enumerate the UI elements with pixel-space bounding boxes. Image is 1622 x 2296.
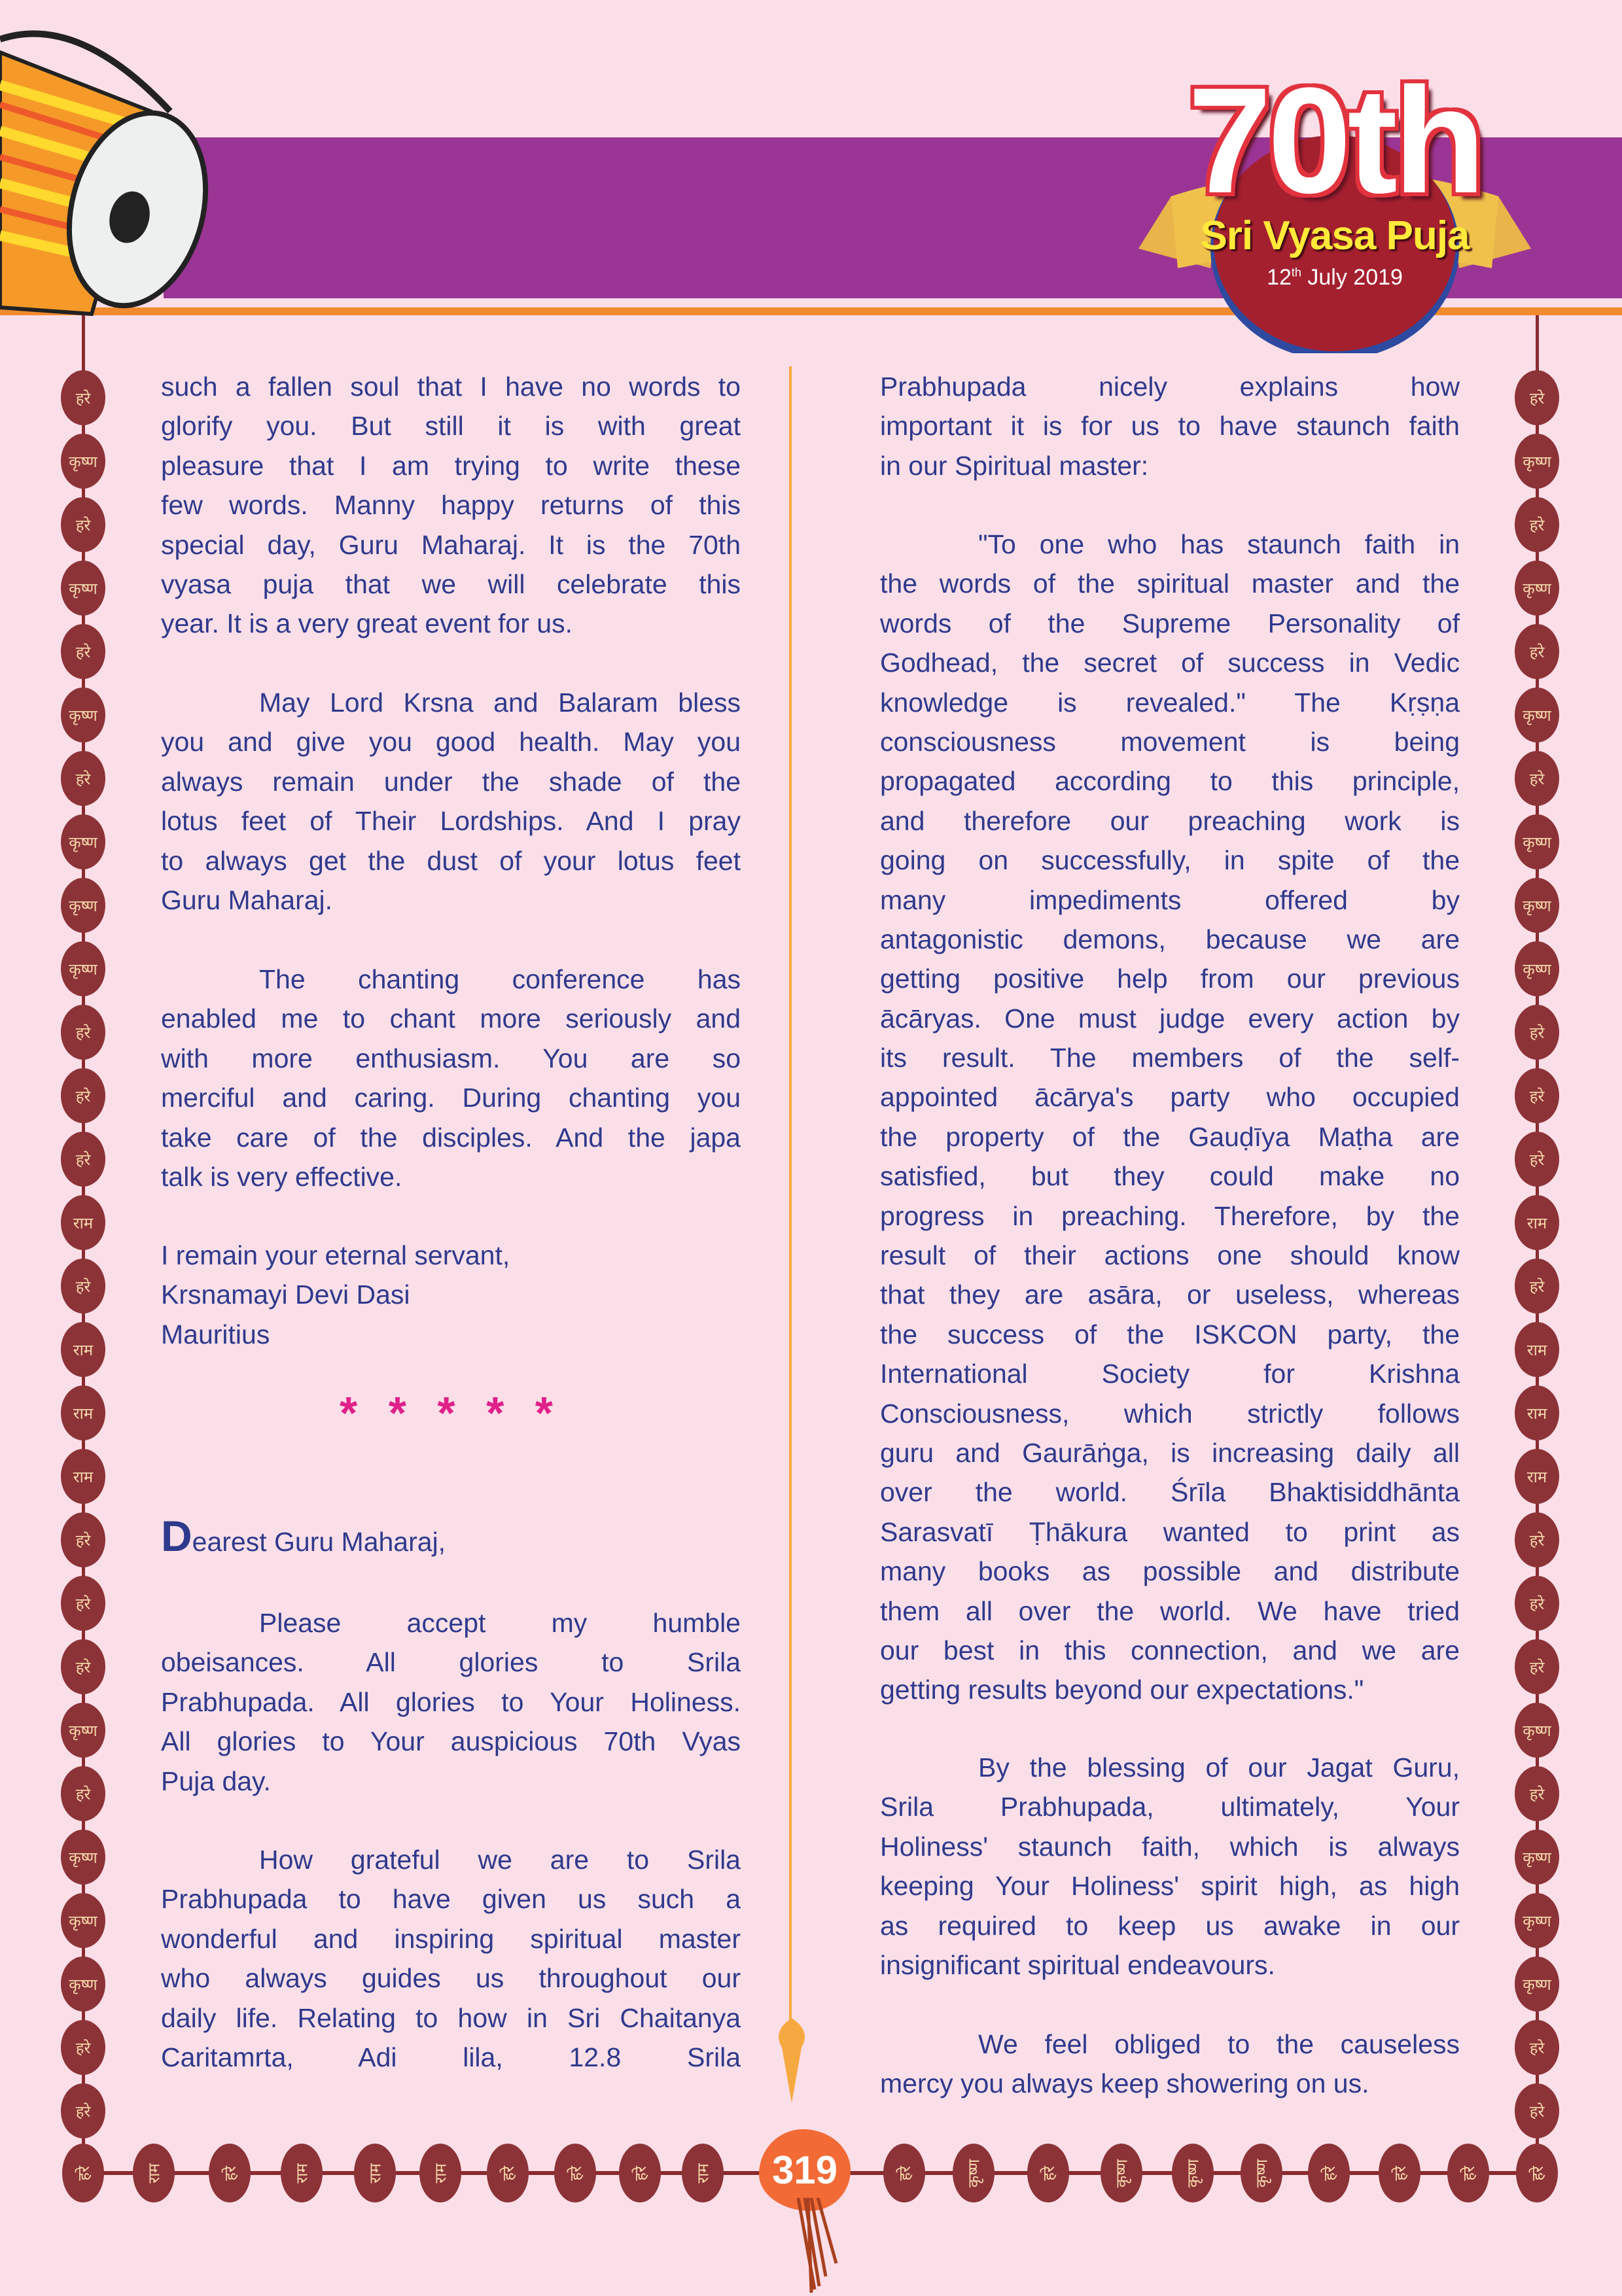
right-bead	[1515, 624, 1559, 679]
text-line: The chanting conference has	[259, 964, 741, 994]
text-line: ācāryas. One must judge every action by	[880, 1003, 1460, 1034]
bead-label: राम	[431, 2163, 450, 2183]
bottom-bead	[554, 2144, 596, 2202]
bead-label: हरे	[1039, 2165, 1058, 2181]
bead-label: हरे	[75, 642, 91, 661]
badge-date: 12th July 2019	[1267, 265, 1403, 290]
divider-pendant-icon	[772, 2018, 811, 2103]
bead-label: कृष्ण	[1523, 706, 1551, 725]
bead-label: हरे	[631, 2165, 650, 2181]
right-bead	[1515, 497, 1559, 552]
tassel-icon	[779, 2198, 857, 2296]
bead-label: हरे	[75, 2102, 91, 2121]
bead-label: हरे	[75, 515, 91, 534]
text-line: obeisances. All glories to Srila	[161, 1647, 741, 1678]
bead-label: राम	[1526, 1467, 1547, 1486]
bead-label: राम	[73, 1404, 94, 1423]
text-line: such a fallen soul that I have no words to	[161, 372, 741, 402]
bead-label: कृष्ण	[1523, 896, 1551, 915]
text-line: Sarasvatī Ṭhākura wanted to print as	[880, 1516, 1460, 1547]
bead-label: कृष्ण	[1112, 2159, 1131, 2187]
bead-label: कृष्ण	[1523, 833, 1551, 852]
text-line: daily life. Relating to how in Sri Chaitanya	[161, 2002, 741, 2033]
text-line: Holiness' staunch faith, which is always	[880, 1831, 1460, 1862]
bottom-bead	[1027, 2144, 1069, 2202]
bottom-bead	[354, 2144, 396, 2202]
left-bead	[61, 1830, 105, 1885]
text-line: who always guides us throughout our	[161, 1963, 741, 1994]
text-line: Puja day.	[161, 1765, 271, 1796]
left-bead	[61, 2020, 105, 2075]
text-line: wonderful and inspiring spiritual master	[161, 1923, 741, 1954]
bead-label: राम	[694, 2163, 713, 2183]
left-bead	[61, 1322, 105, 1377]
bead-label: कृष्ण	[1523, 452, 1551, 471]
text-line: Consciousness, which strictly follows	[880, 1398, 1460, 1429]
bead-label: हरे	[1529, 515, 1545, 534]
right-paragraph-4	[880, 2025, 1460, 2104]
bead-label: कृष्ण	[69, 452, 97, 471]
text-line: Prabhupada to have given us such a	[161, 1884, 741, 1915]
right-bead	[1515, 1512, 1559, 1567]
badge-title: Sri Vyasa Puja	[1200, 213, 1470, 258]
bottom-bead	[883, 2144, 925, 2202]
bead-label: कृष्ण	[1523, 579, 1551, 598]
text-line: lotus feet of Their Lordships. And I pray	[161, 806, 741, 837]
bead-label: कृष्ण	[69, 1911, 97, 1930]
bead-label: राम	[73, 1340, 94, 1359]
bead-label: कृष्ण	[69, 833, 97, 852]
bead-label: हरे	[1529, 1784, 1545, 1803]
bead-label: हरे	[1529, 642, 1545, 661]
left-bead	[61, 497, 105, 552]
right-bead	[1515, 1005, 1559, 1060]
text-line: guru and Gaurāṅga, is increasing daily all	[880, 1437, 1460, 1468]
left-bead	[61, 878, 105, 933]
text-line: Srila Prabhupada, ultimately, Your	[880, 1792, 1460, 1822]
bead-label: राम	[145, 2163, 164, 2183]
text-line: going on successfully, in spite of the	[880, 845, 1460, 876]
text-line: important it is for us to have staunch faith	[880, 411, 1460, 442]
bottom-bead	[419, 2144, 461, 2202]
bead-label: कृष्ण	[69, 1848, 97, 1867]
left-bead	[61, 1639, 105, 1694]
bottom-bead	[281, 2144, 323, 2202]
right-quote-paragraph	[880, 525, 1460, 1710]
right-bead	[1515, 878, 1559, 933]
bead-label: राम	[366, 2163, 385, 2183]
bead-label: कृष्ण	[1184, 2159, 1203, 2187]
text-line: and therefore our preaching work is	[880, 805, 1460, 836]
left-bead	[61, 1132, 105, 1187]
text-line: talk is very effective.	[161, 1161, 402, 1192]
left-bead	[61, 941, 105, 996]
right-bead	[1515, 1639, 1559, 1694]
right-bead	[1515, 1385, 1559, 1440]
column-divider	[789, 366, 792, 2021]
bead-label: हरे	[1529, 769, 1545, 788]
bead-label: कृष्ण	[69, 1975, 97, 1994]
text-line: vyasa puja that we will celebrate this	[161, 568, 741, 599]
text-line: the property of the Gauḍīya Maṭha are	[880, 1121, 1460, 1152]
left-bead	[61, 1385, 105, 1440]
text-line: special day, Guru Maharaj. It is the 70th	[161, 529, 741, 560]
left-bead	[61, 561, 105, 616]
left-bead	[61, 687, 105, 742]
bottom-bead	[1447, 2144, 1489, 2202]
bottom-bead	[1308, 2144, 1350, 2202]
text-line: glorify you. But still it is with great	[161, 411, 741, 442]
left-bead	[61, 1005, 105, 1060]
bead-label: हरे	[75, 1784, 91, 1803]
text-line: Guru Maharaj.	[161, 884, 333, 915]
text-line: keeping Your Holiness' spirit high, as high	[880, 1871, 1460, 1902]
left-paragraph-2	[161, 683, 741, 920]
text-line: Prabhupada. All glories to Your Holiness.	[161, 1686, 741, 1717]
bead-label: कृष्ण	[1523, 1721, 1551, 1740]
text-line: year. It is a very great event for us.	[161, 608, 573, 639]
text-line: to always get the dust of your lotus feet	[161, 845, 741, 876]
bead-label: कृष्ण	[1523, 1911, 1551, 1930]
bottom-bead	[1516, 2144, 1558, 2202]
text-line: By the blessing of our Jagat Guru,	[978, 1752, 1460, 1783]
bead-label: हरे	[1529, 1594, 1545, 1613]
text-line: satisfied, but they could make no	[880, 1161, 1460, 1192]
left-bead	[61, 2083, 105, 2138]
right-bead	[1515, 1449, 1559, 1504]
right-bead	[1515, 1132, 1559, 1187]
text-line: always remain under the shade of the	[161, 766, 741, 797]
right-paragraph-3	[880, 1748, 1460, 1985]
right-bead	[1515, 1893, 1559, 1948]
bead-label: राम	[1526, 1404, 1547, 1423]
bottom-bead	[682, 2144, 724, 2202]
bead-label: कृष्ण	[1523, 960, 1551, 979]
right-bead	[1515, 687, 1559, 742]
left-paragraph-4	[161, 1603, 741, 1801]
bead-label: कृष्ण	[1523, 1848, 1551, 1867]
bottom-bead	[62, 2144, 104, 2202]
bead-label: हरे	[566, 2165, 585, 2181]
anniversary-number: 70th	[1188, 56, 1482, 224]
text-line: mercy you always keep showering on us.	[880, 2068, 1369, 2099]
right-bead	[1515, 1766, 1559, 1821]
text-line: its result. The members of the self-	[880, 1043, 1460, 1073]
bottom-bead	[1241, 2144, 1282, 2202]
bottom-bead	[209, 2144, 251, 2202]
text-line: take care of the disciples. And the japa	[161, 1122, 741, 1153]
text-line: Caritamrta, Adi lila, 12.8 Srila	[161, 2042, 741, 2072]
bead-label: हरे	[1529, 1658, 1545, 1677]
left-bead	[61, 1259, 105, 1313]
text-line: All glories to Your auspicious 70th Vyas	[161, 1726, 741, 1757]
section-separator: * * * * *	[340, 1387, 562, 1438]
left-bead	[61, 1703, 105, 1758]
bead-label: हरे	[75, 1087, 91, 1105]
text-line: the words of the spiritual master and the	[880, 568, 1460, 599]
bead-label: कृष्ण	[1252, 2159, 1271, 2187]
text-line: enabled me to chant more seriously and	[161, 1003, 741, 1034]
right-bead	[1515, 941, 1559, 996]
bead-label: हरे	[75, 1277, 91, 1296]
text-line: antagonistic demons, because we are	[880, 924, 1460, 954]
bead-label: हरे	[75, 1150, 91, 1169]
text-line: Mauritius	[161, 1319, 270, 1349]
text-line: How grateful we are to Srila	[259, 1845, 741, 1875]
vyasa-puja-badge	[1099, 52, 1570, 353]
text-line: them all over the world. We have tried	[880, 1595, 1460, 1626]
text-line: I remain your eternal servant,	[161, 1240, 510, 1270]
right-bead	[1515, 751, 1559, 806]
bead-label: हरे	[1529, 2102, 1545, 2121]
bead-label: कृष्ण	[69, 960, 97, 979]
text-line: as required to keep us awake in our	[880, 1910, 1460, 1941]
text-line: progress in preaching. Therefore, by the	[880, 1200, 1460, 1231]
bead-label: हरे	[1529, 1277, 1545, 1296]
text-line: getting positive help from our previous	[880, 964, 1460, 994]
bead-label: हरे	[1529, 1150, 1545, 1169]
text-line: We feel obliged to the causeless	[978, 2029, 1460, 2059]
left-paragraph-3	[161, 960, 741, 1196]
text-line: Prabhupada nicely explains how	[880, 372, 1460, 402]
text-line: merciful and caring. During chanting you	[161, 1083, 741, 1113]
text-line: consciousness movement is being	[880, 726, 1460, 757]
bead-label: हरे	[1529, 389, 1545, 408]
bead-label: कृष्ण	[69, 1721, 97, 1740]
text-line: many books as possible and distribute	[880, 1556, 1460, 1587]
bead-label: हरे	[220, 2165, 239, 2181]
text-line: result of their actions one should know	[880, 1240, 1460, 1271]
right-bead	[1515, 1068, 1559, 1123]
right-bead	[1515, 1195, 1559, 1250]
bottom-bead	[1101, 2144, 1142, 2202]
left-bead	[61, 624, 105, 679]
bead-label: राम	[1526, 1213, 1547, 1232]
text-line: few words. Manny happy returns of this	[161, 490, 741, 521]
bead-label: हरे	[1529, 1087, 1545, 1105]
left-bead	[61, 814, 105, 869]
left-bead	[61, 1766, 105, 1821]
right-bead	[1515, 1957, 1559, 2011]
signature	[161, 1236, 741, 1354]
text-line: International Society for Krishna	[880, 1359, 1460, 1389]
bead-label: कृष्ण	[69, 896, 97, 915]
text-line: knowledge is revealed." The Kṛṣṇa	[880, 687, 1460, 718]
bead-label: हरे	[74, 2165, 93, 2181]
bead-label: कृष्ण	[69, 579, 97, 598]
right-bead	[1515, 370, 1559, 425]
text-line: words of the Supreme Personality of	[880, 608, 1460, 638]
bead-label: हरे	[1528, 2165, 1547, 2181]
right-paragraph-1	[880, 367, 1460, 485]
bead-label: हरे	[75, 1023, 91, 1042]
bead-label: राम	[73, 1213, 94, 1232]
left-bead	[61, 370, 105, 425]
left-bead	[61, 1512, 105, 1567]
text-line: that they are asāra, or useless, whereas	[880, 1279, 1460, 1310]
bead-label: हरे	[1529, 1023, 1545, 1042]
bottom-bead	[953, 2144, 995, 2202]
text-line: "To one who has staunch faith in	[978, 529, 1460, 559]
text-line: insignificant spiritual endeavours.	[880, 1949, 1275, 1980]
bead-label: हरे	[75, 769, 91, 788]
right-bead	[1515, 1703, 1559, 1758]
bead-label: हरे	[75, 1531, 91, 1550]
bead-label: कृष्ण	[69, 706, 97, 725]
right-bead	[1515, 2083, 1559, 2138]
right-bead	[1515, 814, 1559, 869]
left-bead	[61, 1576, 105, 1631]
bead-label: हरे	[1320, 2165, 1339, 2181]
text-line: you and give you good health. May you	[161, 727, 741, 757]
bead-label: हरे	[75, 389, 91, 408]
right-bead	[1515, 561, 1559, 616]
bead-label: हरे	[1459, 2165, 1478, 2181]
text-line: with more enthusiasm. You are so	[161, 1043, 741, 1073]
text-line: May Lord Krsna and Balaram bless	[259, 687, 741, 718]
bead-label: हरे	[1529, 1531, 1545, 1550]
letter-greeting: Dearest Guru Maharaj,	[161, 1512, 446, 1560]
text-line: propagated according to this principle,	[880, 766, 1460, 797]
text-line: Please accept my humble	[259, 1608, 741, 1638]
right-bead	[1515, 2020, 1559, 2075]
bottom-bead	[619, 2144, 661, 2202]
left-bead	[61, 1195, 105, 1250]
right-bead	[1515, 1830, 1559, 1885]
text-line: pleasure that I am trying to write these	[161, 450, 741, 481]
left-bead	[61, 434, 105, 489]
left-bead	[61, 1068, 105, 1123]
right-bead	[1515, 1259, 1559, 1313]
bottom-bead	[1172, 2144, 1214, 2202]
text-line: in our Spiritual master:	[880, 450, 1149, 481]
left-bead	[61, 1957, 105, 2011]
text-line: our best in this connection, and we are	[880, 1635, 1460, 1665]
left-paragraph-1	[161, 367, 741, 644]
bead-label: हरे	[75, 1594, 91, 1613]
text-line: Krsnamayi Devi Dasi	[161, 1279, 410, 1310]
page-number: 319	[759, 2129, 851, 2211]
bead-label: हरे	[499, 2165, 518, 2181]
text-line: getting results beyond our expectations."	[880, 1675, 1364, 1705]
left-paragraph-5	[161, 1840, 741, 2077]
text-line: over the world. Śrīla Bhaktisiddhānta	[880, 1477, 1460, 1508]
left-bead	[61, 1449, 105, 1504]
bottom-bead	[133, 2144, 175, 2202]
bottom-bead	[487, 2144, 529, 2202]
bead-label: कृष्ण	[964, 2159, 983, 2187]
bead-label: राम	[292, 2163, 311, 2183]
right-bead	[1515, 434, 1559, 489]
bead-label: हरे	[75, 2038, 91, 2057]
text-line: the success of the ISKCON party, the	[880, 1319, 1460, 1349]
mridanga-drum-illustration	[0, 0, 262, 327]
text-line: Godhead, the secret of success in Vedic	[880, 648, 1460, 678]
left-bead	[61, 1893, 105, 1948]
right-bead	[1515, 1576, 1559, 1631]
bead-label: हरे	[895, 2165, 914, 2181]
bead-label: हरे	[1529, 2038, 1545, 2057]
right-bead	[1515, 1322, 1559, 1377]
bottom-bead	[1379, 2144, 1420, 2202]
left-bead	[61, 751, 105, 806]
bead-label: हरे	[75, 1658, 91, 1677]
bead-label: राम	[1526, 1340, 1547, 1359]
bead-label: हरे	[1390, 2165, 1409, 2181]
bead-label: राम	[73, 1467, 94, 1486]
text-line: appointed ācārya's party who occupied	[880, 1082, 1460, 1113]
bead-label: कृष्ण	[1523, 1975, 1551, 1994]
text-line: many impediments offered by	[880, 884, 1460, 915]
